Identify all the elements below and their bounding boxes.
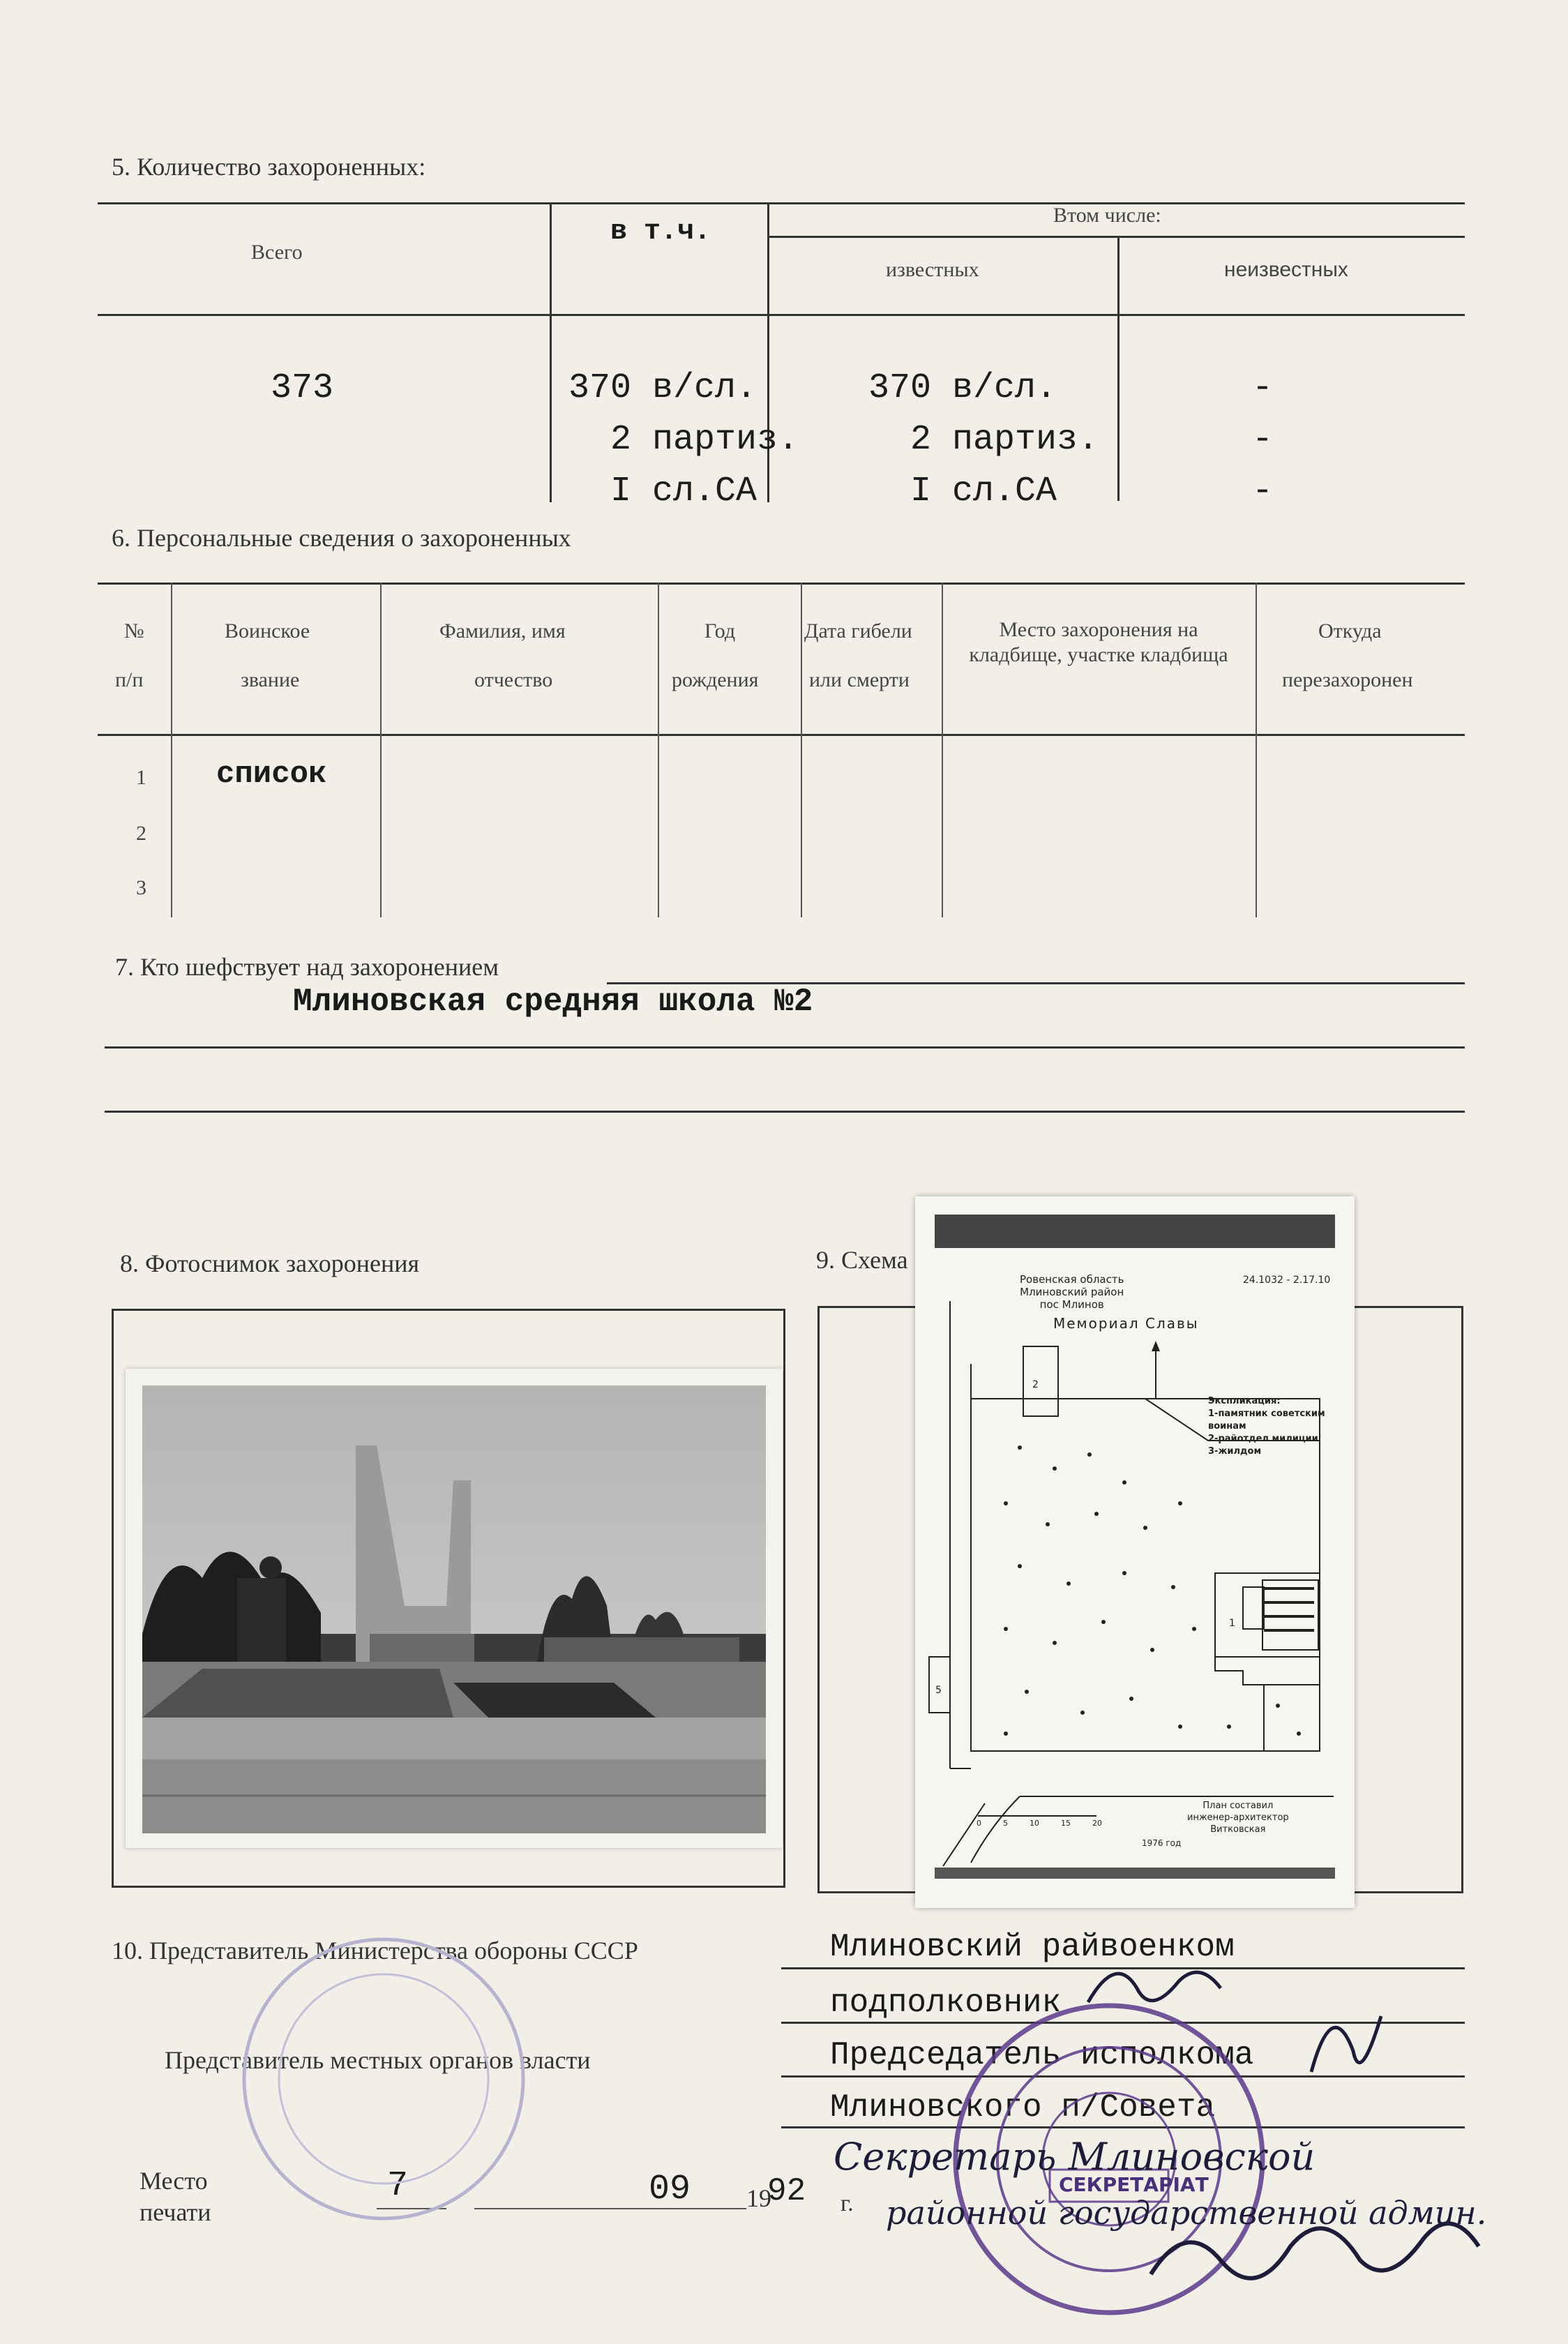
s5-known-line-2: 2 партиз. [910,420,1099,460]
scheme-plan-line-2: инженер-архитектор [1187,1812,1289,1823]
section6-title: 6. Персональные сведения о захороненных [112,524,571,552]
date-year-suffix: 92 [767,2173,806,2209]
faded-seal-stamp [230,1925,537,2232]
section10-local-label: Представитель местных органов власти [165,2046,591,2074]
s5-incl-line-3: I сл.СА [610,472,757,511]
s5-incl-line-2: 2 партиз. [610,420,799,460]
s5-sub-line [767,236,1465,238]
memorial-photo [126,1369,783,1848]
scheme-scale-15: 15 [1061,1819,1071,1828]
s7-line-2 [105,1046,1465,1049]
seal-center-text: СЕКРЕТАРІАТ [1059,2173,1209,2196]
s10-local-line-2: Млиновского п/Совета [830,2089,1216,2126]
s6-h-from-a: Откуда [1318,619,1382,643]
s6-h-from-b: перезахоронен [1282,668,1413,691]
scheme-scale-20: 20 [1092,1819,1102,1828]
scheme-year: 1976 год [1142,1838,1182,1848]
scheme-header-line-2: Млиновский район [1020,1286,1124,1298]
s6-div-5 [942,583,943,917]
s6-h-name-a: Фамилия, имя [439,619,566,643]
section5-title: 5. Количество захороненных: [112,153,426,181]
s5-known-line-1: 370 в/сл. [868,368,1057,408]
s5-unknown-line-3: - [1252,472,1274,511]
date-month: 09 [649,2170,691,2209]
handwritten-line-1: Секретарь Млиновской [834,2135,1316,2179]
s6-div-6 [1256,583,1257,917]
section9-title: 9. Схема [816,1246,908,1274]
scheme-legend-item-3: 3-жилдом [1208,1446,1262,1457]
s6-h-place: Место захоронения на кладбище, участке кладбища [969,618,1228,666]
scheme-legend-item-2: 2-райотдел милиции [1208,1434,1318,1444]
s5-divider-3 [1117,236,1120,501]
scheme-memorial-title: Мемориал Славы [1053,1315,1199,1332]
scheme-legend-title: Экспликация: [1208,1396,1281,1406]
scheme-header-line-1: Ровенская область [1020,1273,1124,1286]
s5-col-unknown: неизвестных [1224,258,1348,281]
scheme-plan-line-1: План составил [1203,1801,1274,1811]
s5-top-line [98,202,1465,204]
s6-row-3: 3 [136,876,146,899]
s6-top-line [98,583,1465,585]
s6-h-year-b: рождения [672,668,759,691]
s6-div-2 [380,583,382,917]
s10-mo-line-1: Млиновский райвоенком [830,1929,1235,1965]
seal-place-label-b: печати [140,2198,211,2226]
s5-unknown-line-1: - [1252,368,1274,408]
scheme-plot-label-1: 1 [1229,1618,1235,1629]
s6-h-num-b: п/п [115,668,144,691]
s6-div-1 [171,583,172,917]
s6-div-4 [801,583,802,917]
scheme-scale-5: 5 [1003,1819,1008,1828]
s5-col-incl: в т.ч. [610,216,711,248]
scheme-plot-label-5: 5 [935,1685,942,1696]
date-year-letter: г. [840,2191,854,2216]
s5-incl-line-1: 370 в/сл. [568,368,757,408]
scheme-scale-0: 0 [977,1819,981,1828]
s6-div-3 [658,583,659,917]
s5-unknown-line-2: - [1252,420,1274,460]
s6-row-1: 1 [136,766,146,789]
section10-mo-label: 10. Представитель Министерства обороны СССР [112,1937,638,1964]
s6-h-rank-b: звание [241,668,300,691]
s10-local-line-1: Председатель исполкома [830,2037,1254,2073]
scheme-plan-line-3: Витковская [1210,1824,1266,1835]
s6-h-num-a: № [124,619,144,643]
seal-place-label-a: Место [140,2167,208,2195]
s7-line-3 [105,1111,1465,1113]
scheme-header-line-3: пос Млинов [1039,1298,1104,1311]
date-year-prefix: 19 [746,2184,771,2212]
scheme-legend-item-1: 1-памятник советским воинам [1208,1408,1325,1432]
s5-header-bottom [98,314,1465,316]
scheme-plot-label-2: 2 [1032,1379,1039,1390]
s5-col-including: Втом числе: [1053,204,1161,227]
s6-list-text: список [216,757,327,792]
s6-h-death-b: или смерти [809,668,910,691]
date-day: 7 [387,2166,409,2206]
scheme-scale-10: 10 [1030,1819,1039,1828]
memorial-photo-image [126,1369,783,1848]
handwritten-signatures [1060,1911,1535,2330]
scheme-date: 24.1032 - 2.17.10 [1243,1275,1331,1286]
scheme-card [915,1196,1355,1908]
scheme-plan-author [1187,1800,1289,1835]
s5-total-value: 373 [271,368,334,408]
scheme-scale [977,1819,1102,1828]
s5-divider-1 [550,202,552,502]
s5-col-known: известных [886,258,979,281]
handwritten-line-2: районной государственной админ. [886,2194,1487,2232]
s6-row-2: 2 [136,822,146,845]
section7-title: 7. Кто шефствует над захоронением [115,953,499,981]
s5-known-line-3: I сл.СА [910,472,1057,511]
s5-col-total: Всего [251,241,303,264]
s7-value: Млиновская средняя школа №2 [293,984,813,1020]
s6-h-rank-a: Воинское [225,619,310,643]
s10-mo-line-2: подполковник [830,1985,1062,2021]
section8-title: 8. Фотоснимок захоронения [120,1249,420,1277]
s6-h-year-a: Год [704,619,736,643]
s6-header-bottom [98,734,1465,736]
s6-h-death-a: Дата гибели [804,619,912,643]
s6-h-name-b: отчество [474,668,553,691]
